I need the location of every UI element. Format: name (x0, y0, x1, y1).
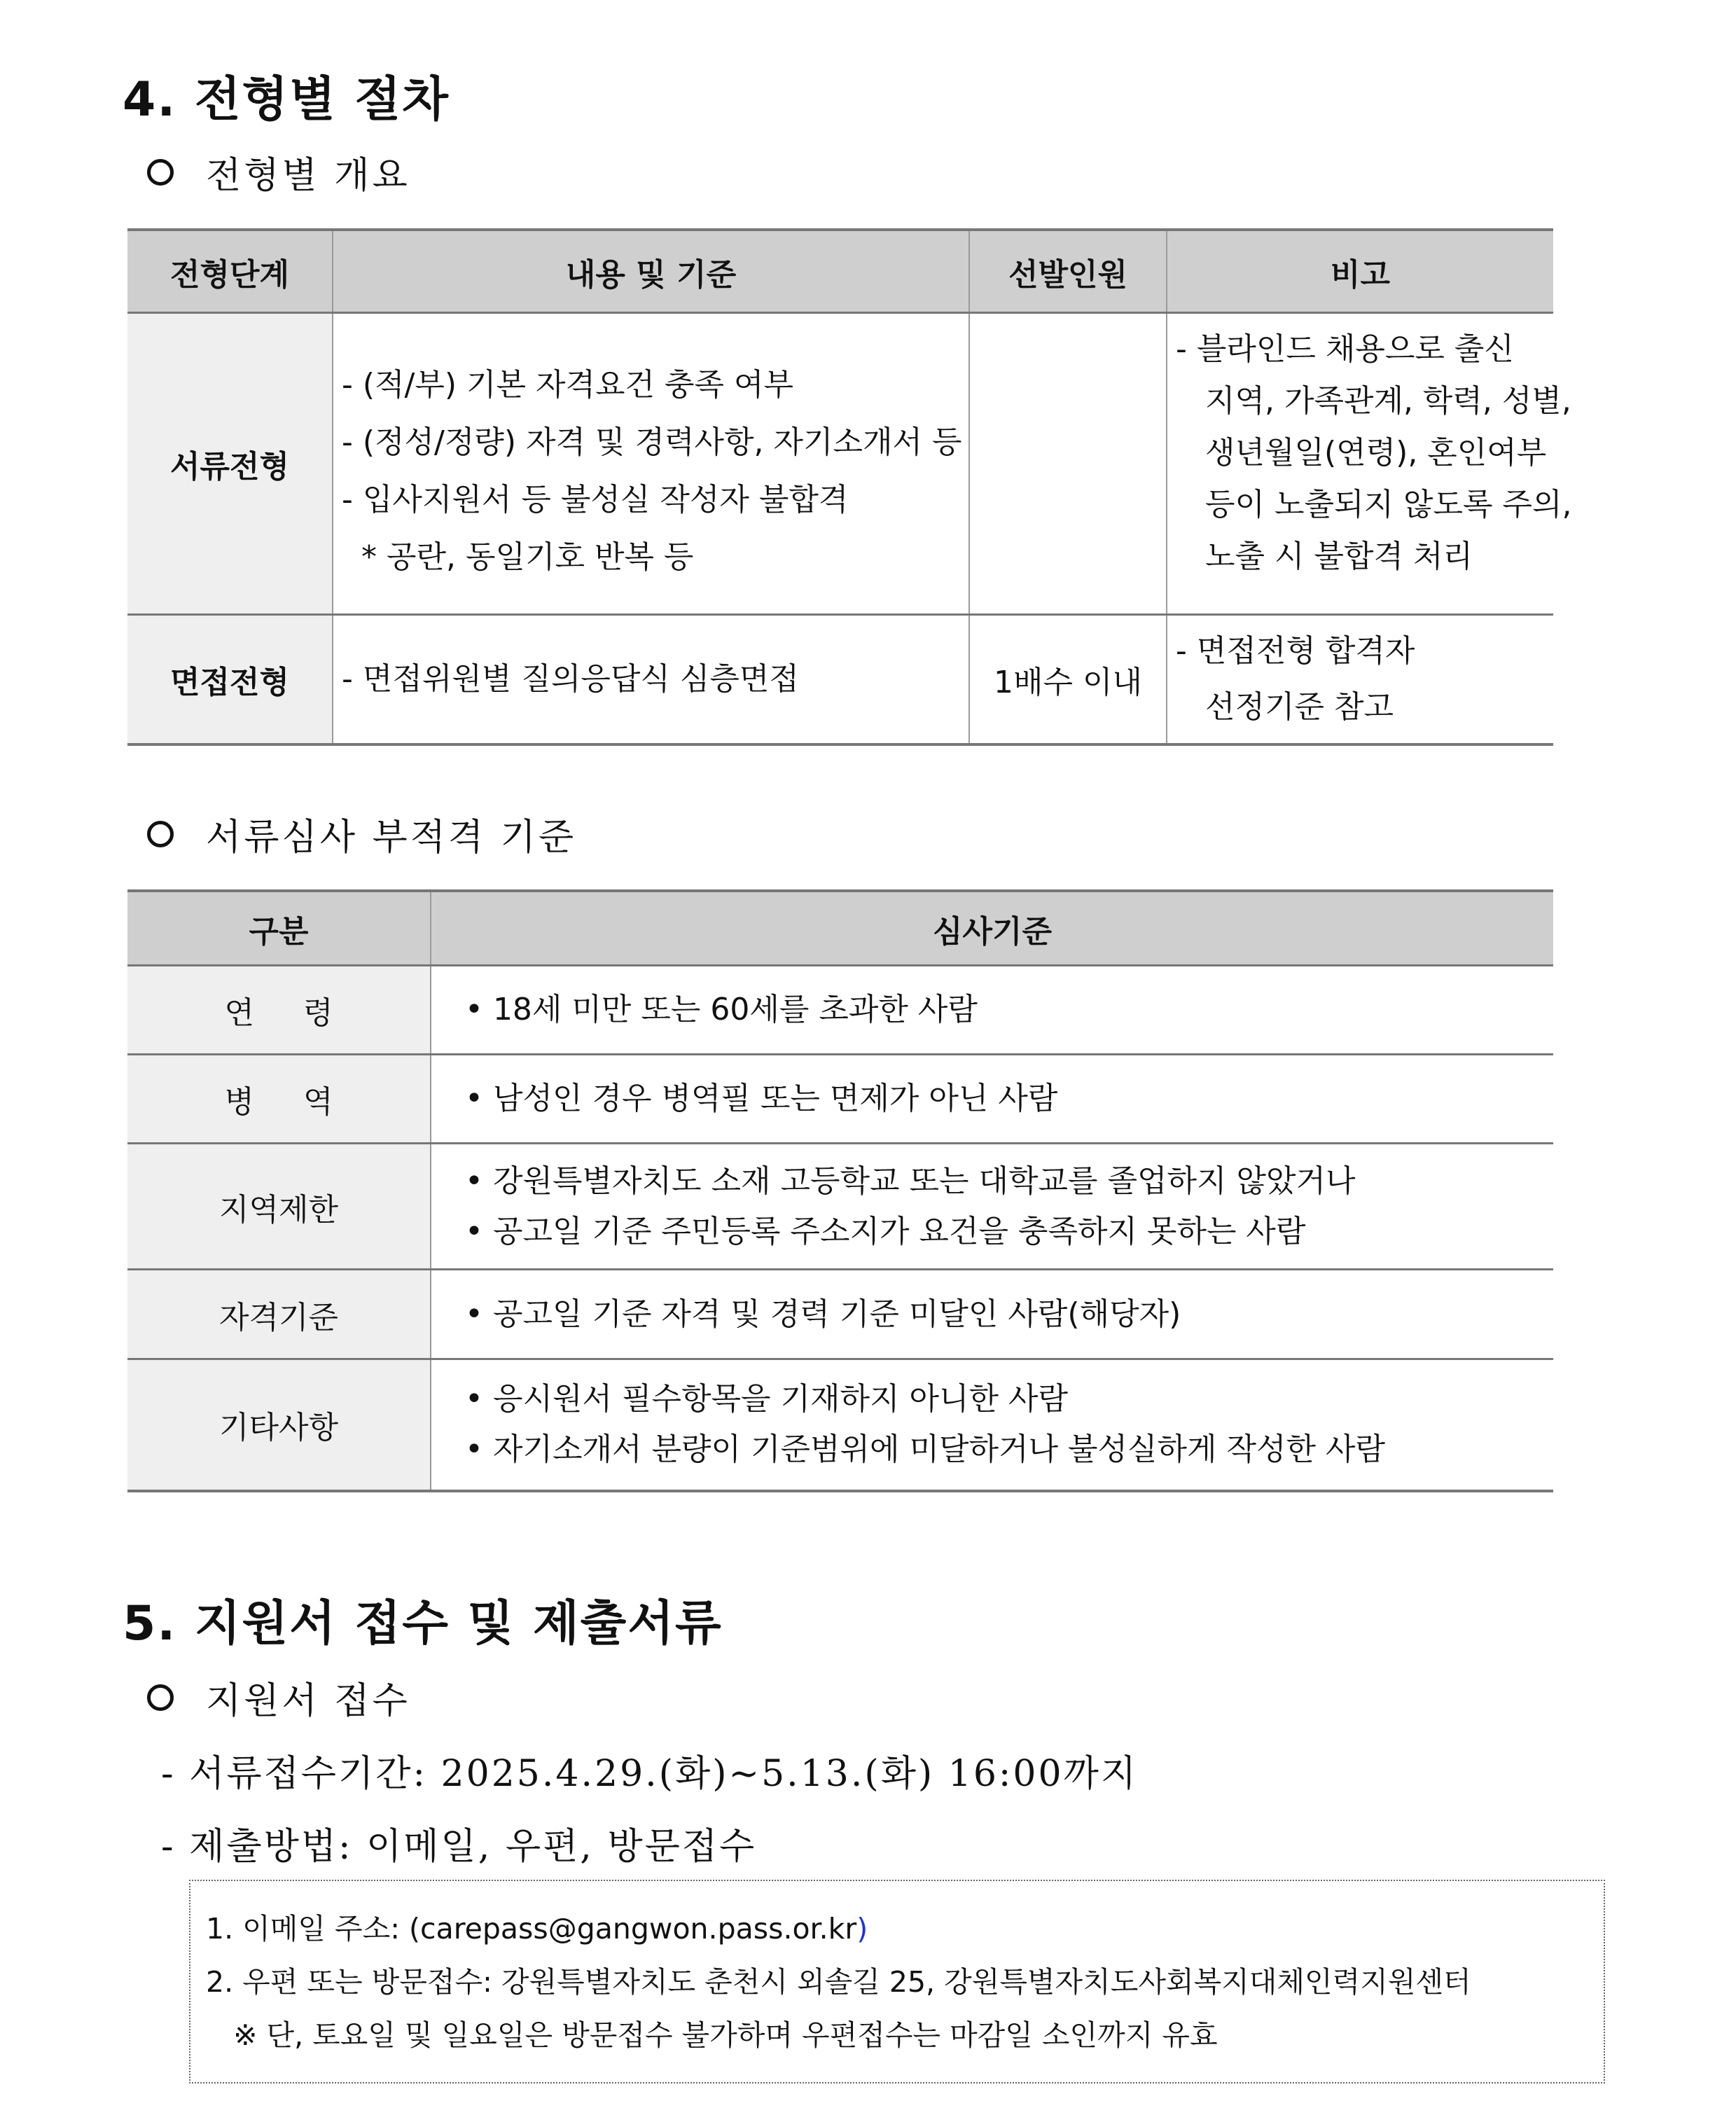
content-cell (333, 615, 969, 744)
remarks-cell (1167, 313, 1572, 615)
remarks-line: - 면접전형 합격자 (1176, 632, 1415, 669)
disqualification-heading-text: 서류심사 부적격 기준 (206, 817, 577, 859)
circle-bullet-icon (147, 1684, 174, 1711)
disqualification-table (127, 889, 1553, 1492)
email-line (206, 1902, 1604, 1955)
category-cell: 자격기준 (127, 1270, 431, 1359)
header-cell: 전형단계 (127, 230, 333, 313)
table-row (127, 1055, 1553, 1144)
remarks-line: 노출 시 불합격 처리 (1176, 539, 1473, 574)
remarks-line: 생년월일(연령), 혼인여부 (1176, 435, 1547, 471)
criteria-line: • 18세 미만 또는 60세를 초과한 사람 (465, 992, 978, 1027)
criteria-line: • 공고일 기준 자격 및 경력 기준 미달인 사람(해당자) (465, 1296, 1181, 1332)
table-header-row (127, 230, 1553, 313)
category-cell: 지역제한 (127, 1144, 431, 1270)
table-header-row (127, 891, 1553, 966)
criteria-line: • 강원특별자치도 소재 고등학교 또는 대학교를 졸업하지 않았거나 (465, 1163, 1356, 1199)
submission-method: - 제출방법: 이메일, 우편, 방문접수 (161, 1826, 757, 1868)
email-close-paren: ) (856, 1912, 868, 1946)
section5-title: 5. 지원서 접수 및 제출서류 (123, 1596, 723, 1651)
criteria-line: • 남성인 경우 병역필 또는 면제가 아닌 사람 (465, 1081, 1058, 1116)
header-cell: 심사기준 (431, 891, 1553, 966)
remarks-line: - 블라인드 채용으로 출신 (1176, 331, 1514, 367)
header-cell: 내용 및 기준 (333, 230, 969, 313)
content-line: - (적/부) 기본 자격요건 충족 여부 (342, 367, 794, 403)
header-cell: 구분 (127, 891, 431, 966)
content-cell (333, 313, 969, 615)
content-line: - 입사지원서 등 불성실 작성자 불합격 (342, 482, 849, 518)
header-cell: 선발인원 (969, 230, 1167, 313)
receipt-heading-text: 지원서 접수 (206, 1680, 410, 1722)
criteria-line: • 공고일 기준 주민등록 주소지가 요건을 충족하지 못하는 사람 (465, 1213, 1306, 1249)
remarks-line: 등이 노출되지 않도록 주의, (1176, 487, 1572, 522)
criteria-cell (431, 966, 1553, 1055)
receipt-heading (147, 1671, 410, 1724)
table-row (127, 615, 1553, 744)
content-line: * 공란, 동일기호 반복 등 (342, 539, 694, 575)
table-row (127, 1270, 1553, 1359)
overview-heading-text: 전형별 개요 (206, 155, 410, 197)
section4-title: 4. 전형별 절차 (123, 72, 450, 127)
criteria-cell (431, 1144, 1553, 1270)
criteria-line: • 자기소개서 분량이 기준범위에 미달하거나 불성실하게 작성한 사람 (465, 1431, 1385, 1468)
circle-bullet-icon (147, 821, 174, 847)
visit-note-line: ※ 단, 토요일 및 일요일은 방문접수 불가하며 우편접수는 마감일 소인까지 유효 (206, 2018, 1218, 2052)
criteria-line: • 응시원서 필수항목을 기재하지 아니한 사람 (465, 1381, 1068, 1417)
table-row (127, 966, 1553, 1055)
procedure-table (127, 228, 1572, 746)
submission-info-box (189, 1880, 1605, 2083)
content-line: - (정성/정량) 자격 및 경력사항, 자기소개서 등 (342, 424, 962, 460)
remarks-line: 선정기준 참고 (1176, 688, 1394, 725)
header-cell: 비고 (1167, 230, 1553, 313)
table-row (127, 313, 1553, 615)
circle-bullet-icon (147, 159, 174, 186)
category-cell: 병 역 (127, 1055, 431, 1144)
count-cell (969, 313, 1167, 615)
email-address: 1. 이메일 주소: (carepass@gangwon.pass.or.kr (206, 1912, 857, 1946)
content-line: - 면접위원별 질의응답식 심층면접 (342, 660, 799, 697)
count-cell: 1배수 이내 (969, 615, 1167, 744)
stage-cell: 서류전형 (127, 313, 333, 615)
overview-heading (147, 146, 410, 198)
disqualification-heading (147, 807, 576, 860)
category-cell: 연 령 (127, 966, 431, 1055)
table-row (127, 1144, 1553, 1270)
stage-cell: 면접전형 (127, 615, 333, 744)
remarks-line: 지역, 가족관계, 학력, 성별, (1176, 383, 1571, 419)
criteria-cell (431, 1359, 1553, 1491)
criteria-cell (431, 1270, 1553, 1359)
postal-address-line: 2. 우편 또는 방문접수: 강원특별자치도 춘천시 외솔길 25, 강원특별자치도사회복지대체인력지원센터 (206, 1965, 1471, 1999)
remarks-cell (1167, 615, 1553, 744)
receipt-period: - 서류접수기간: 2025.4.29.(화)~5.13.(화) 16:00까지 (161, 1753, 1139, 1795)
table-row (127, 1359, 1553, 1491)
category-cell: 기타사항 (127, 1359, 431, 1491)
criteria-cell (431, 1055, 1553, 1144)
